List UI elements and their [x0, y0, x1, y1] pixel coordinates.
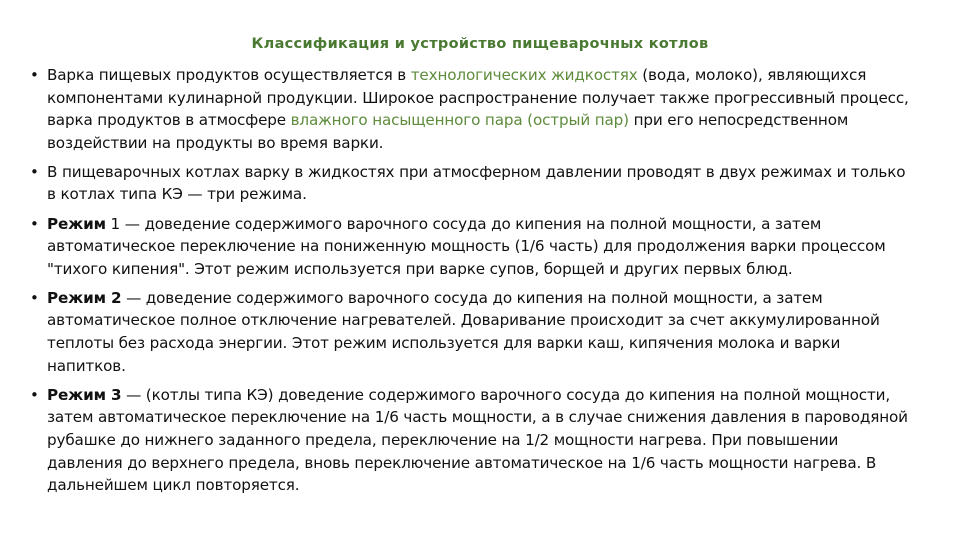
- bullet-item-mode-1: [30, 213, 910, 281]
- bullet-item-mode-2: [30, 287, 910, 377]
- mode-label: Режим: [47, 214, 106, 233]
- bullet-item-modes-overview: [30, 161, 910, 206]
- bullet-item-cooking-media: [30, 64, 910, 154]
- item-text: В пищеварочных котлах варку в жидкостях при атмосферном давлении проводят в двух режимах и только в котлах типа КЭ — три режима.: [47, 162, 906, 204]
- item-text: при его непосредственном воздействии на продукты во время варки.: [47, 111, 849, 152]
- bullet-icon: •: [30, 66, 39, 84]
- item-text: Варка пищевых продуктов осуществляется в: [47, 66, 411, 84]
- mode-label: Режим 3: [47, 385, 122, 404]
- bullet-icon: •: [30, 288, 39, 307]
- item-text: 1 — доведение содержимого варочного сосуда до кипения на полной мощности, а затем автоматическое переключение на пониженную мощность (1/6 часть) для продолжения варки процессом "тихого кипения". Этот режим используется при варке супов, борщей и других первых блюд.: [47, 214, 886, 278]
- bullet-icon: •: [30, 214, 39, 233]
- slide-title: Классификация и устройство пищеварочных котлов: [251, 36, 709, 52]
- mode-label: Режим 2: [47, 288, 122, 307]
- highlight-liquids: технологических жидкостях: [410, 66, 638, 84]
- highlight-steam: влажного насыщенного пара (острый пар): [290, 111, 629, 130]
- item-text: — доведение содержимого варочного сосуда до кипения на полной мощности, а затем автоматическое полное отключение нагревателей. Доваривание происходит за счет аккумулированной теплоты без расхода энергии. Этот режим используется для варки каш, кипячения молока и варки напитков.: [47, 288, 880, 375]
- bullet-icon: •: [30, 162, 39, 181]
- bullet-item-mode-3: [30, 384, 910, 497]
- bullet-list: [30, 64, 910, 503]
- item-text: (вода, молоко), являющихся компонентами кулинарной продукции. Широкое распространение получает также прогрессивный процесс, варка продуктов в атмосфере: [47, 66, 909, 130]
- item-text: — (котлы типа КЭ) доведение содержимого варочного сосуда до кипения на полной мощности, затем автоматическое переключение на 1/6 часть мощности, а в случае снижения давления в пароводяной рубашке до нижнего заданного предела, переключение на 1/2 мощности нагрева. При повышении давления до верхнего предела, вновь переключение автоматическое на 1/6 часть мощности нагрева. В дальнейшем цикл повторяется.: [47, 385, 908, 495]
- bullet-icon: •: [30, 385, 39, 404]
